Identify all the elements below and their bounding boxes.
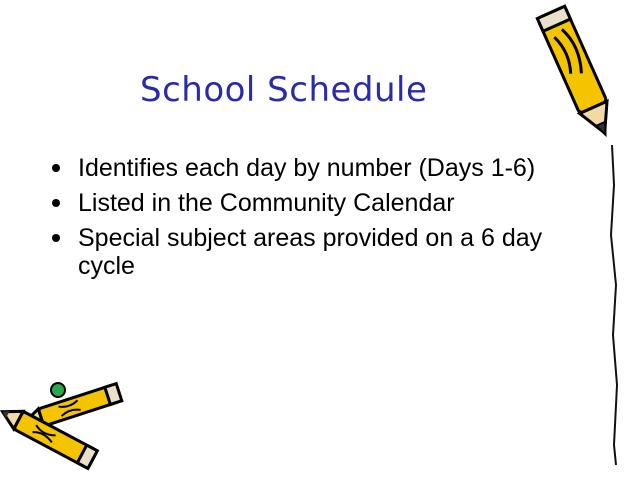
pencil-icon [520,0,638,150]
crossed-pencils-icon [0,378,140,478]
bullet-text: Listed in the Community Calendar [78,189,455,217]
scribble-line [592,145,632,465]
slide-title: School Schedule [140,70,428,110]
bullet-item [52,154,572,182]
bullet-dot-icon [52,164,60,172]
bullet-dot-icon [52,234,60,242]
bullet-list [52,154,572,287]
bullet-text: Identifies each day by number (Days 1-6) [78,154,536,182]
bullet-item [52,189,572,217]
bullet-dot-icon [52,199,60,207]
bullet-text: Special subject areas provided on a 6 day cycle [78,224,543,280]
bullet-item [52,224,572,280]
